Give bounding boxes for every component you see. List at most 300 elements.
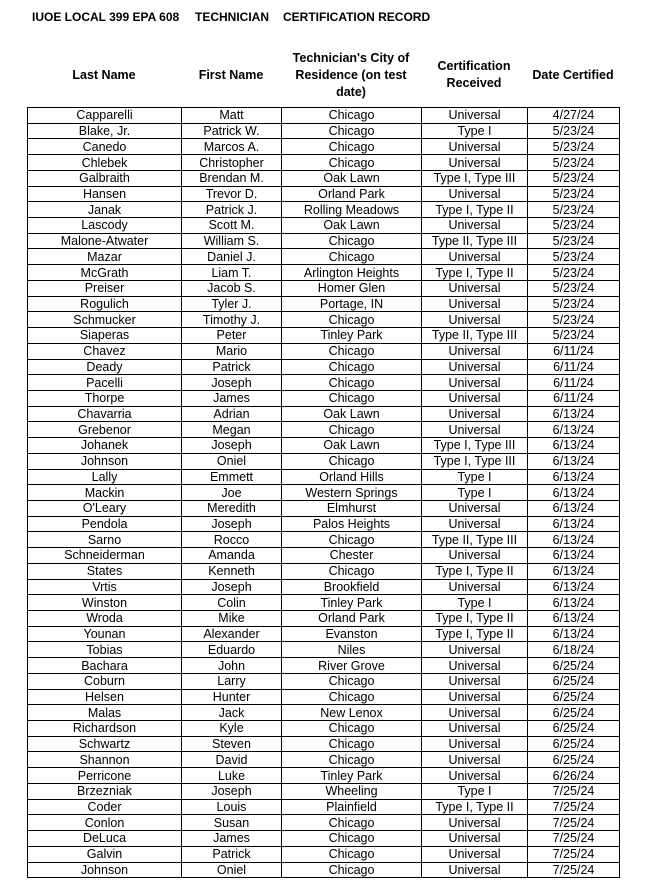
cell-last-name: Mazar bbox=[28, 249, 182, 265]
cell-certification: Universal bbox=[422, 736, 528, 752]
cell-certification: Type I bbox=[422, 485, 528, 501]
cell-first-name: Patrick J. bbox=[182, 202, 282, 218]
cell-last-name: Pendola bbox=[28, 516, 182, 532]
cell-last-name: Chlebek bbox=[28, 155, 182, 171]
cell-date-certified: 6/13/24 bbox=[528, 548, 620, 564]
cell-certification: Universal bbox=[422, 249, 528, 265]
cell-city: Tinley Park bbox=[282, 595, 422, 611]
table-row bbox=[28, 390, 620, 406]
cell-first-name: David bbox=[182, 752, 282, 768]
table-row bbox=[28, 453, 620, 469]
cell-certification: Universal bbox=[422, 846, 528, 862]
cell-city: Chicago bbox=[282, 831, 422, 847]
cell-first-name: Patrick bbox=[182, 359, 282, 375]
cell-certification: Universal bbox=[422, 673, 528, 689]
cell-last-name: Hansen bbox=[28, 186, 182, 202]
cell-date-certified: 5/23/24 bbox=[528, 296, 620, 312]
cell-last-name: Chavarria bbox=[28, 406, 182, 422]
cell-last-name: Johnson bbox=[28, 862, 182, 878]
cell-first-name: Louis bbox=[182, 799, 282, 815]
cell-first-name: Tyler J. bbox=[182, 296, 282, 312]
cell-certification: Universal bbox=[422, 516, 528, 532]
cell-last-name: Janak bbox=[28, 202, 182, 218]
cell-first-name: Christopher bbox=[182, 155, 282, 171]
cell-certification: Universal bbox=[422, 705, 528, 721]
cell-first-name: Mike bbox=[182, 611, 282, 627]
cell-date-certified: 5/23/24 bbox=[528, 280, 620, 296]
cell-certification: Universal bbox=[422, 579, 528, 595]
table-row bbox=[28, 548, 620, 564]
cell-last-name: Mackin bbox=[28, 485, 182, 501]
cell-certification: Type I, Type II bbox=[422, 626, 528, 642]
cell-city: Chicago bbox=[282, 108, 422, 124]
cell-date-certified: 6/13/24 bbox=[528, 626, 620, 642]
cell-city: Oak Lawn bbox=[282, 218, 422, 234]
cell-city: Chicago bbox=[282, 139, 422, 155]
cell-date-certified: 6/25/24 bbox=[528, 658, 620, 674]
cell-certification: Type I, Type II bbox=[422, 563, 528, 579]
cell-city: Chicago bbox=[282, 736, 422, 752]
table-row bbox=[28, 736, 620, 752]
table-row bbox=[28, 359, 620, 375]
cell-certification: Universal bbox=[422, 689, 528, 705]
cell-last-name: Galbraith bbox=[28, 170, 182, 186]
cell-last-name: Lally bbox=[28, 469, 182, 485]
cell-date-certified: 6/11/24 bbox=[528, 390, 620, 406]
cell-first-name: Oniel bbox=[182, 862, 282, 878]
certification-table-body bbox=[28, 108, 620, 878]
cell-certification: Type I bbox=[422, 783, 528, 799]
cell-last-name: Johanek bbox=[28, 438, 182, 454]
cell-city: Chicago bbox=[282, 673, 422, 689]
cell-date-certified: 6/25/24 bbox=[528, 736, 620, 752]
cell-city: Homer Glen bbox=[282, 280, 422, 296]
cell-certification: Universal bbox=[422, 280, 528, 296]
cell-city: Chicago bbox=[282, 752, 422, 768]
cell-city: Chicago bbox=[282, 233, 422, 249]
cell-certification: Type I bbox=[422, 123, 528, 139]
cell-first-name: Scott M. bbox=[182, 218, 282, 234]
table-row bbox=[28, 721, 620, 737]
cell-last-name: Sarno bbox=[28, 532, 182, 548]
cell-last-name: Canedo bbox=[28, 139, 182, 155]
table-row bbox=[28, 343, 620, 359]
cell-last-name: Coburn bbox=[28, 673, 182, 689]
header-first-name: First Name bbox=[198, 67, 264, 82]
cell-certification: Universal bbox=[422, 390, 528, 406]
cell-city: Tinley Park bbox=[282, 768, 422, 784]
table-header bbox=[27, 44, 619, 106]
table-row bbox=[28, 218, 620, 234]
table-row bbox=[28, 438, 620, 454]
cell-last-name: Lascody bbox=[28, 218, 182, 234]
cell-certification: Type II, Type III bbox=[422, 233, 528, 249]
table-row bbox=[28, 202, 620, 218]
cell-city: Chicago bbox=[282, 815, 422, 831]
cell-certification: Type I, Type II bbox=[422, 202, 528, 218]
cell-date-certified: 6/13/24 bbox=[528, 485, 620, 501]
cell-last-name: Blake, Jr. bbox=[28, 123, 182, 139]
table-row bbox=[28, 611, 620, 627]
cell-first-name: Jacob S. bbox=[182, 280, 282, 296]
cell-first-name: Joseph bbox=[182, 438, 282, 454]
cell-certification: Universal bbox=[422, 721, 528, 737]
cell-date-certified: 7/25/24 bbox=[528, 815, 620, 831]
table-row bbox=[28, 673, 620, 689]
cell-date-certified: 6/13/24 bbox=[528, 453, 620, 469]
cell-first-name: Matt bbox=[182, 108, 282, 124]
cell-first-name: Liam T. bbox=[182, 265, 282, 281]
cell-first-name: Emmett bbox=[182, 469, 282, 485]
cell-certification: Universal bbox=[422, 343, 528, 359]
table-row bbox=[28, 595, 620, 611]
table-row bbox=[28, 500, 620, 516]
cell-last-name: Younan bbox=[28, 626, 182, 642]
cell-city: Tinley Park bbox=[282, 328, 422, 344]
cell-certification: Universal bbox=[422, 312, 528, 328]
cell-certification: Type I bbox=[422, 595, 528, 611]
table-row bbox=[28, 626, 620, 642]
cell-first-name: Susan bbox=[182, 815, 282, 831]
cell-last-name: Malas bbox=[28, 705, 182, 721]
cell-first-name: Megan bbox=[182, 422, 282, 438]
cell-date-certified: 5/23/24 bbox=[528, 139, 620, 155]
cell-certification: Universal bbox=[422, 500, 528, 516]
cell-first-name: Colin bbox=[182, 595, 282, 611]
cell-date-certified: 6/13/24 bbox=[528, 438, 620, 454]
cell-date-certified: 5/23/24 bbox=[528, 186, 620, 202]
cell-city: Rolling Meadows bbox=[282, 202, 422, 218]
cell-last-name: Johnson bbox=[28, 453, 182, 469]
cell-last-name: Schmucker bbox=[28, 312, 182, 328]
table-row bbox=[28, 186, 620, 202]
cell-last-name: Capparelli bbox=[28, 108, 182, 124]
cell-first-name: Eduardo bbox=[182, 642, 282, 658]
table-row bbox=[28, 799, 620, 815]
cell-last-name: Coder bbox=[28, 799, 182, 815]
cell-last-name: Tobias bbox=[28, 642, 182, 658]
cell-first-name: James bbox=[182, 831, 282, 847]
cell-certification: Universal bbox=[422, 139, 528, 155]
table-row bbox=[28, 752, 620, 768]
cell-date-certified: 6/13/24 bbox=[528, 611, 620, 627]
cell-city: Western Springs bbox=[282, 485, 422, 501]
cell-date-certified: 5/23/24 bbox=[528, 265, 620, 281]
cell-last-name: Chavez bbox=[28, 343, 182, 359]
cell-city: Orland Park bbox=[282, 611, 422, 627]
cell-city: Brookfield bbox=[282, 579, 422, 595]
cell-city: Chicago bbox=[282, 123, 422, 139]
cell-date-certified: 6/11/24 bbox=[528, 343, 620, 359]
cell-city: Chicago bbox=[282, 563, 422, 579]
cell-date-certified: 5/23/24 bbox=[528, 202, 620, 218]
cell-certification: Universal bbox=[422, 752, 528, 768]
cell-certification: Universal bbox=[422, 406, 528, 422]
cell-last-name: Shannon bbox=[28, 752, 182, 768]
cell-city: Chicago bbox=[282, 375, 422, 391]
cell-last-name: Grebenor bbox=[28, 422, 182, 438]
cell-first-name: Luke bbox=[182, 768, 282, 784]
table-row bbox=[28, 815, 620, 831]
cell-last-name: States bbox=[28, 563, 182, 579]
table-row bbox=[28, 233, 620, 249]
table-row bbox=[28, 155, 620, 171]
cell-city: Orland Hills bbox=[282, 469, 422, 485]
cell-city: Chester bbox=[282, 548, 422, 564]
cell-first-name: John bbox=[182, 658, 282, 674]
cell-date-certified: 6/25/24 bbox=[528, 721, 620, 737]
cell-first-name: Hunter bbox=[182, 689, 282, 705]
cell-first-name: Jack bbox=[182, 705, 282, 721]
cell-last-name: Schwartz bbox=[28, 736, 182, 752]
title-technician: TECHNICIAN bbox=[195, 10, 269, 24]
cell-city: Chicago bbox=[282, 155, 422, 171]
title-organization: IUOE LOCAL 399 EPA 608 bbox=[32, 10, 180, 24]
cell-certification: Universal bbox=[422, 108, 528, 124]
table-row bbox=[28, 862, 620, 878]
cell-city: Chicago bbox=[282, 721, 422, 737]
cell-date-certified: 7/25/24 bbox=[528, 783, 620, 799]
cell-first-name: Kenneth bbox=[182, 563, 282, 579]
header-certification: Certification Received bbox=[437, 59, 511, 90]
cell-certification: Type I, Type II bbox=[422, 611, 528, 627]
cell-certification: Universal bbox=[422, 375, 528, 391]
cell-date-certified: 6/13/24 bbox=[528, 500, 620, 516]
cell-last-name: DeLuca bbox=[28, 831, 182, 847]
cell-last-name: Siaperas bbox=[28, 328, 182, 344]
cell-date-certified: 5/23/24 bbox=[528, 155, 620, 171]
cell-certification: Universal bbox=[422, 862, 528, 878]
cell-certification: Universal bbox=[422, 831, 528, 847]
cell-date-certified: 4/27/24 bbox=[528, 108, 620, 124]
cell-city: Chicago bbox=[282, 390, 422, 406]
cell-date-certified: 5/23/24 bbox=[528, 328, 620, 344]
cell-date-certified: 7/25/24 bbox=[528, 846, 620, 862]
cell-certification: Universal bbox=[422, 422, 528, 438]
table-row bbox=[28, 170, 620, 186]
cell-first-name: Mario bbox=[182, 343, 282, 359]
cell-city: Niles bbox=[282, 642, 422, 658]
cell-last-name: Preiser bbox=[28, 280, 182, 296]
cell-first-name: Larry bbox=[182, 673, 282, 689]
cell-certification: Type II, Type III bbox=[422, 532, 528, 548]
cell-first-name: Joe bbox=[182, 485, 282, 501]
cell-first-name: Rocco bbox=[182, 532, 282, 548]
cell-date-certified: 5/23/24 bbox=[528, 123, 620, 139]
cell-last-name: Deady bbox=[28, 359, 182, 375]
cell-date-certified: 6/13/24 bbox=[528, 595, 620, 611]
cell-last-name: O'Leary bbox=[28, 500, 182, 516]
cell-first-name: James bbox=[182, 390, 282, 406]
cell-date-certified: 6/25/24 bbox=[528, 752, 620, 768]
cell-date-certified: 6/26/24 bbox=[528, 768, 620, 784]
table-row bbox=[28, 516, 620, 532]
cell-certification: Universal bbox=[422, 658, 528, 674]
cell-city: Plainfield bbox=[282, 799, 422, 815]
cell-city: Portage, IN bbox=[282, 296, 422, 312]
table-row bbox=[28, 296, 620, 312]
cell-last-name: Malone-Atwater bbox=[28, 233, 182, 249]
cell-date-certified: 6/13/24 bbox=[528, 469, 620, 485]
table-row bbox=[28, 406, 620, 422]
cell-certification: Universal bbox=[422, 815, 528, 831]
table-row bbox=[28, 485, 620, 501]
cell-first-name: Amanda bbox=[182, 548, 282, 564]
cell-first-name: Alexander bbox=[182, 626, 282, 642]
cell-first-name: Peter bbox=[182, 328, 282, 344]
cell-city: Chicago bbox=[282, 689, 422, 705]
cell-certification: Type II, Type III bbox=[422, 328, 528, 344]
cell-date-certified: 5/23/24 bbox=[528, 233, 620, 249]
cell-certification: Universal bbox=[422, 186, 528, 202]
cell-city: Chicago bbox=[282, 862, 422, 878]
cell-first-name: Joseph bbox=[182, 516, 282, 532]
cell-certification: Type I, Type III bbox=[422, 438, 528, 454]
table-row bbox=[28, 312, 620, 328]
cell-first-name: Kyle bbox=[182, 721, 282, 737]
cell-last-name: Bachara bbox=[28, 658, 182, 674]
table-row bbox=[28, 563, 620, 579]
cell-city: Wheeling bbox=[282, 783, 422, 799]
table-row bbox=[28, 642, 620, 658]
cell-certification: Type I bbox=[422, 469, 528, 485]
cell-first-name: Trevor D. bbox=[182, 186, 282, 202]
cell-first-name: Joseph bbox=[182, 375, 282, 391]
cell-city: Chicago bbox=[282, 453, 422, 469]
cell-certification: Type I, Type II bbox=[422, 799, 528, 815]
cell-certification: Universal bbox=[422, 548, 528, 564]
cell-city: Evanston bbox=[282, 626, 422, 642]
table-row bbox=[28, 768, 620, 784]
cell-date-certified: 6/11/24 bbox=[528, 375, 620, 391]
cell-first-name: Meredith bbox=[182, 500, 282, 516]
table-row bbox=[28, 469, 620, 485]
cell-last-name: Richardson bbox=[28, 721, 182, 737]
cell-last-name: Thorpe bbox=[28, 390, 182, 406]
cell-city: Chicago bbox=[282, 343, 422, 359]
cell-date-certified: 6/25/24 bbox=[528, 689, 620, 705]
header-city: Technician's City of Residence (on test date) bbox=[292, 50, 410, 99]
cell-first-name: Daniel J. bbox=[182, 249, 282, 265]
cell-city: Elmhurst bbox=[282, 500, 422, 516]
table-row bbox=[28, 658, 620, 674]
cell-date-certified: 7/25/24 bbox=[528, 831, 620, 847]
cell-date-certified: 7/25/24 bbox=[528, 799, 620, 815]
cell-date-certified: 6/13/24 bbox=[528, 532, 620, 548]
cell-city: Oak Lawn bbox=[282, 406, 422, 422]
cell-city: Chicago bbox=[282, 312, 422, 328]
cell-last-name: Winston bbox=[28, 595, 182, 611]
table-row bbox=[28, 123, 620, 139]
cell-certification: Type I, Type II bbox=[422, 265, 528, 281]
cell-last-name: Schneiderman bbox=[28, 548, 182, 564]
table-row bbox=[28, 108, 620, 124]
cell-city: Chicago bbox=[282, 249, 422, 265]
document-title bbox=[32, 10, 430, 24]
cell-first-name: William S. bbox=[182, 233, 282, 249]
table-row bbox=[28, 280, 620, 296]
table-row bbox=[28, 831, 620, 847]
cell-certification: Type I, Type III bbox=[422, 170, 528, 186]
table-row bbox=[28, 579, 620, 595]
cell-city: Chicago bbox=[282, 846, 422, 862]
cell-date-certified: 5/23/24 bbox=[528, 312, 620, 328]
cell-city: New Lenox bbox=[282, 705, 422, 721]
cell-date-certified: 6/13/24 bbox=[528, 406, 620, 422]
cell-certification: Type I, Type III bbox=[422, 453, 528, 469]
cell-city: River Grove bbox=[282, 658, 422, 674]
cell-first-name: Oniel bbox=[182, 453, 282, 469]
table-row bbox=[28, 783, 620, 799]
cell-city: Chicago bbox=[282, 532, 422, 548]
cell-last-name: Brzezniak bbox=[28, 783, 182, 799]
cell-date-certified: 5/23/24 bbox=[528, 218, 620, 234]
cell-first-name: Joseph bbox=[182, 579, 282, 595]
table-row bbox=[28, 265, 620, 281]
table-row bbox=[28, 532, 620, 548]
cell-last-name: Wroda bbox=[28, 611, 182, 627]
cell-certification: Universal bbox=[422, 768, 528, 784]
cell-date-certified: 5/23/24 bbox=[528, 249, 620, 265]
cell-city: Palos Heights bbox=[282, 516, 422, 532]
cell-city: Chicago bbox=[282, 422, 422, 438]
cell-last-name: Perricone bbox=[28, 768, 182, 784]
table-row bbox=[28, 846, 620, 862]
table-row bbox=[28, 375, 620, 391]
cell-date-certified: 6/13/24 bbox=[528, 579, 620, 595]
table-row bbox=[28, 689, 620, 705]
cell-certification: Universal bbox=[422, 218, 528, 234]
cell-last-name: Helsen bbox=[28, 689, 182, 705]
cell-certification: Universal bbox=[422, 296, 528, 312]
cell-last-name: Rogulich bbox=[28, 296, 182, 312]
cell-date-certified: 5/23/24 bbox=[528, 170, 620, 186]
cell-date-certified: 6/13/24 bbox=[528, 516, 620, 532]
cell-certification: Universal bbox=[422, 155, 528, 171]
cell-date-certified: 6/13/24 bbox=[528, 563, 620, 579]
cell-date-certified: 6/11/24 bbox=[528, 359, 620, 375]
cell-date-certified: 6/25/24 bbox=[528, 705, 620, 721]
table-row bbox=[28, 328, 620, 344]
cell-last-name: Conlon bbox=[28, 815, 182, 831]
cell-date-certified: 6/13/24 bbox=[528, 422, 620, 438]
cell-city: Chicago bbox=[282, 359, 422, 375]
certification-table bbox=[27, 107, 620, 878]
table-row bbox=[28, 705, 620, 721]
table-row bbox=[28, 249, 620, 265]
cell-first-name: Patrick bbox=[182, 846, 282, 862]
cell-date-certified: 6/25/24 bbox=[528, 673, 620, 689]
cell-first-name: Adrian bbox=[182, 406, 282, 422]
cell-first-name: Marcos A. bbox=[182, 139, 282, 155]
cell-city: Oak Lawn bbox=[282, 170, 422, 186]
header-last-name: Last Name bbox=[72, 67, 136, 82]
cell-last-name: Vrtis bbox=[28, 579, 182, 595]
table-row bbox=[28, 422, 620, 438]
title-certification-record: CERTIFICATION RECORD bbox=[283, 10, 431, 24]
cell-first-name: Timothy J. bbox=[182, 312, 282, 328]
cell-first-name: Steven bbox=[182, 736, 282, 752]
table-row bbox=[28, 139, 620, 155]
cell-last-name: Galvin bbox=[28, 846, 182, 862]
header-date-certified: Date Certified bbox=[532, 67, 614, 82]
cell-last-name: Pacelli bbox=[28, 375, 182, 391]
cell-city: Arlington Heights bbox=[282, 265, 422, 281]
cell-city: Orland Park bbox=[282, 186, 422, 202]
cell-first-name: Patrick W. bbox=[182, 123, 282, 139]
cell-first-name: Joseph bbox=[182, 783, 282, 799]
cell-date-certified: 7/25/24 bbox=[528, 862, 620, 878]
